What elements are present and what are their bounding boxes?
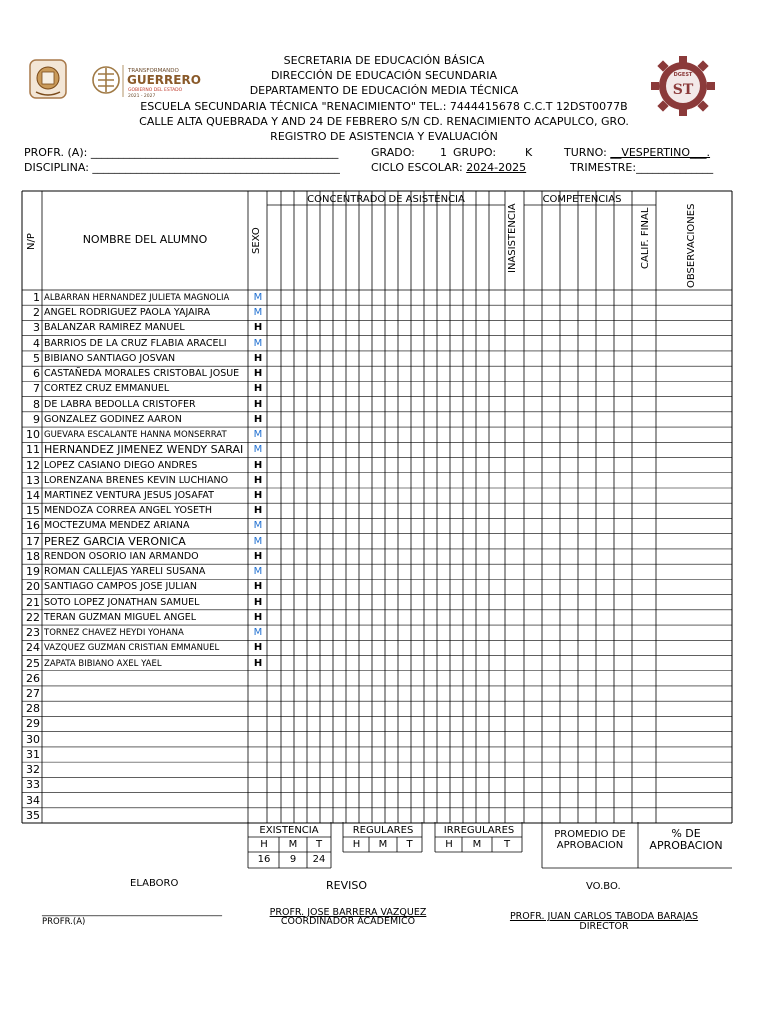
student-sex: H [253, 611, 263, 623]
irregulares-label: IRREGULARES [443, 825, 515, 836]
promedio-line-2: APROBACION [556, 840, 624, 851]
pct-line-2: APROBACION [649, 839, 723, 852]
row-number: 4 [33, 336, 40, 350]
row-number: 25 [26, 656, 40, 670]
inasistencia-header: INASISTENCIA [507, 203, 518, 273]
row-number: 32 [26, 763, 40, 777]
student-name: GUEVARA ESCALANTE HANNA MONSERRAT [44, 430, 227, 441]
reg-m-label: M [378, 839, 388, 850]
student-sex: H [253, 398, 263, 410]
student-name: MARTINEZ VENTURA JESUS JOSAFAT [44, 489, 214, 501]
sexo-header: SEXO [251, 227, 262, 254]
student-name: GONZALEZ GODINEZ AARON [44, 413, 182, 425]
irr-t-label: T [503, 839, 511, 850]
row-number: 12 [26, 458, 40, 472]
student-name: ALBARRAN HERNANDEZ JULIETA MAGNOLIA [44, 293, 230, 303]
row-number: 15 [26, 504, 40, 518]
row-number: 20 [26, 580, 40, 594]
student-sex: H [253, 383, 263, 395]
row-number: 29 [26, 717, 40, 731]
student-sex: M [253, 337, 263, 349]
student-name: CORTEZ CRUZ EMMANUEL [44, 383, 170, 395]
row-number: 14 [26, 488, 40, 502]
row-number: 21 [26, 595, 40, 609]
director-name: PROFR. JUAN CARLOS TABODA BARAJAS [509, 911, 699, 922]
student-name: MOCTEZUMA MENDEZ ARIANA [44, 520, 190, 532]
row-number: 17 [26, 534, 40, 548]
row-number: 18 [26, 549, 40, 563]
coordinator-title: COORDINADOR ACADEMICO [280, 916, 416, 927]
student-name: TORNEZ CHAVEZ HEYDI YOHANA [44, 628, 184, 639]
row-number: 33 [26, 778, 40, 792]
student-sex: M [253, 520, 263, 532]
row-number: 11 [26, 443, 40, 457]
asistencia-header: CONCENTRADO DE ASISTENCIA [307, 194, 465, 205]
row-number: 19 [26, 565, 40, 579]
row-number: 10 [26, 428, 40, 442]
row-number: 1 [33, 291, 40, 304]
row-number: 26 [26, 671, 40, 685]
student-name: ROMAN CALLEJAS YARELI SUSANA [44, 566, 206, 578]
ex-m-value: 9 [289, 854, 297, 865]
elaboro-label: ELABORO [130, 878, 179, 889]
profr-label: PROFR. (A): [24, 146, 91, 159]
row-number: 7 [33, 382, 40, 396]
student-name: PEREZ GARCIA VERONICA [44, 534, 186, 548]
student-name: RENDON OSORIO IAN ARMANDO [44, 550, 199, 562]
name-header: NOMBRE DEL ALUMNO [82, 233, 208, 246]
student-sex: M [253, 535, 263, 547]
header-line-3: DEPARTAMENTO DE EDUCACIÓN MEDIA TÉCNICA [249, 84, 519, 97]
student-sex: H [253, 505, 263, 517]
row-number: 16 [26, 519, 40, 533]
student-name: DE LABRA BEDOLLA CRISTOFER [44, 398, 196, 410]
irr-m-label: M [472, 839, 482, 850]
grado-label: GRADO: [371, 146, 415, 159]
profr-signature-label: PROFR.(A) [42, 917, 86, 927]
student-sex: H [253, 642, 263, 654]
student-sex: H [253, 322, 263, 334]
student-name: BARRIOS DE LA CRUZ FLABIA ARACELI [44, 337, 227, 349]
coordinator-name: PROFR. JOSE BARRERA VAZQUEZ [269, 907, 427, 918]
turno-label: TURNO: [564, 146, 611, 159]
student-name: BALANZAR RAMIREZ MANUEL [44, 322, 185, 334]
student-sex: M [253, 292, 263, 303]
student-name: ANGEL RODRIGUEZ PAOLA YAJAIRA [44, 307, 211, 319]
ex-t-label: T [315, 839, 323, 850]
row-number: 9 [33, 412, 40, 426]
student-sex: H [253, 368, 263, 380]
profr-field[interactable]: _____________________________________________ [90, 146, 339, 159]
irr-h-label: H [445, 839, 453, 850]
header-line-1: SECRETARIA DE EDUCACIÓN BÁSICA [283, 54, 485, 67]
ciclo-value: 2024-2025 [466, 161, 527, 174]
header-line-2: DIRECCIÓN DE EDUCACIÓN SECUNDARIA [270, 69, 498, 82]
disciplina-label: DISCIPLINA: [24, 161, 93, 174]
student-name: VAZQUEZ GUZMAN CRISTIAN EMMANUEL [44, 643, 220, 654]
dgest-text: DGEST [673, 72, 693, 78]
student-name: BIBIANO SANTIAGO JOSVAN [44, 352, 176, 364]
disciplina-field[interactable]: _____________________________________________ [92, 161, 340, 174]
logo-sub-text: GOBIERNO DEL ESTADO [128, 88, 183, 93]
student-name: HERNANDEZ JIMENEZ WENDY SARAI [44, 443, 244, 457]
trimestre-blank[interactable]: ______________ [636, 161, 714, 174]
student-sex: H [253, 489, 263, 501]
row-number: 30 [26, 732, 40, 746]
page-title: REGISTRO DE ASISTENCIA Y EVALUACIÓN [270, 130, 498, 143]
ex-t-value: 24 [312, 854, 326, 865]
row-number: 35 [26, 808, 40, 822]
row-number: 13 [26, 473, 40, 487]
student-sex: M [253, 566, 263, 578]
row-number: 5 [33, 351, 40, 365]
dgest-mark: ST [672, 82, 694, 98]
student-name: SANTIAGO CAMPOS JOSE JULIAN [44, 581, 197, 593]
student-sex: H [253, 352, 263, 364]
director-title: DIRECTOR [579, 921, 629, 932]
ex-m-label: M [288, 839, 298, 850]
promedio-line-1: PROMEDIO DE [554, 829, 626, 840]
student-name: SOTO LOPEZ JONATHAN SAMUEL [44, 596, 200, 608]
reg-h-label: H [352, 839, 361, 850]
reviso-label: REVISO [326, 879, 368, 892]
row-number: 6 [33, 367, 40, 381]
logo-guerrero-text: GUERRERO [127, 73, 201, 87]
student-sex: M [253, 307, 263, 319]
row-number: 3 [33, 321, 40, 335]
grado-value: 1 [440, 146, 447, 159]
student-name: LORENZANA BRENES KEVIN LUCHIANO [44, 474, 229, 486]
row-number: 34 [26, 793, 40, 807]
row-number: 27 [26, 686, 40, 700]
student-sex: H [253, 459, 263, 471]
logo-years-text: 2021 - 2027 [128, 94, 156, 99]
student-sex: M [253, 444, 263, 456]
student-name: TERAN GUZMAN MIGUEL ANGEL [44, 611, 197, 623]
student-sex: M [253, 627, 263, 639]
existencia-label: EXISTENCIA [259, 825, 319, 836]
student-sex: H [253, 581, 263, 593]
student-name: ZAPATA BIBIANO AXEL YAEL [44, 658, 162, 669]
header-line-4: ESCUELA SECUNDARIA TÉCNICA "RENACIMIENTO" TEL.: 7444415678 C.C.T 12DST0077B [140, 100, 628, 113]
pct-line-1: % DE [671, 827, 701, 840]
grupo-label: GRUPO: [453, 146, 497, 159]
student-sex: H [253, 474, 263, 486]
ciclo-label: CICLO ESCOLAR: [371, 161, 467, 174]
competencias-header: COMPETENCIAS [542, 194, 622, 205]
profr-signature-line: ____________________________________ [42, 906, 222, 917]
grupo-value: K [525, 146, 533, 159]
calif-final-header: CALIF. FINAL [640, 207, 651, 269]
ex-h-value: 16 [257, 854, 271, 865]
row-number: 2 [33, 306, 40, 320]
header-line-5: CALLE ALTA QUEBRADA Y AND 24 DE FEBRERO S/N CD. RENACIMIENTO ACAPULCO, GRO. [139, 115, 629, 128]
row-number: 22 [26, 610, 40, 624]
student-sex: H [253, 657, 263, 669]
student-name: CASTAÑEDA MORALES CRISTOBAL JOSUE [44, 368, 240, 380]
student-sex: H [253, 596, 263, 608]
row-number: 28 [26, 702, 40, 716]
row-number: 31 [26, 747, 40, 761]
logo-small-text: TRANSFORMANDO [128, 68, 179, 74]
ex-h-label: H [260, 839, 268, 850]
row-number: 8 [33, 397, 40, 411]
np-header: N/P [26, 233, 37, 250]
regulares-label: REGULARES [352, 825, 414, 836]
student-sex: H [253, 413, 263, 425]
reg-t-label: T [406, 839, 413, 850]
student-name: LOPEZ CASIANO DIEGO ANDRES [44, 459, 198, 471]
row-number: 24 [26, 641, 40, 655]
student-sex: H [253, 550, 263, 562]
turno-value: __VESPERTINO___. [610, 146, 711, 159]
student-name: MENDOZA CORREA ANGEL YOSETH [44, 505, 212, 517]
observaciones-header: OBSERVACIONES [686, 203, 697, 288]
trimestre-label: TRIMESTRE: [570, 161, 637, 174]
row-number: 23 [26, 626, 40, 640]
vobo-label: VO.BO. [586, 881, 621, 892]
student-sex: M [253, 429, 263, 441]
